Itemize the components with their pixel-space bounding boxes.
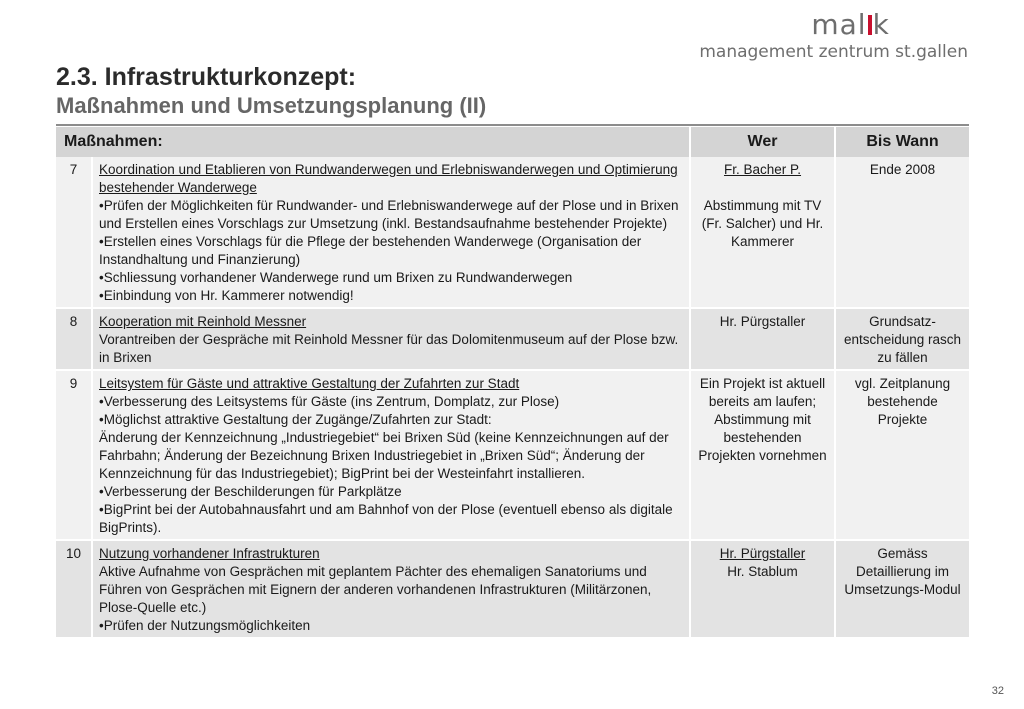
responsible-primary: Hr. Pürgstaller <box>719 546 806 561</box>
header-wer: Wer <box>690 127 835 157</box>
measure-cell <box>92 157 690 308</box>
measure-line: Vorantreiben der Gespräche mit Reinhold Messner für das Dolomitenmuseum auf der Plose bzw. in Brixen <box>99 332 679 365</box>
measure-heading: Kooperation mit Reinhold Messner <box>99 314 307 329</box>
header-massnahmen: Maßnahmen: <box>56 127 690 157</box>
page-number: 32 <box>991 685 1004 697</box>
table-header-row <box>56 127 969 157</box>
deadline-cell: vgl. Zeitplanung bestehende Projekte <box>835 370 969 540</box>
measure-line: •Möglichst attraktive Gestaltung der Zugänge/Zufahrten zur Stadt: <box>99 412 492 427</box>
page-title: 2.3. Infrastrukturkonzept: <box>56 63 357 91</box>
measure-line: •Prüfen der Möglichkeiten für Rundwander- und Erlebniswanderwege auf der Plose und in Brixen und Erstellen eines Vorschlags zur Umsetzung (inkl. Bestandsaufnahme bestehender Projekte) <box>99 198 679 231</box>
row-number: 10 <box>56 540 92 638</box>
measure-line: •Prüfen der Nutzungsmöglichkeiten <box>99 618 311 633</box>
table-row <box>56 157 969 308</box>
measure-cell <box>92 540 690 638</box>
measure-cell <box>92 308 690 370</box>
responsible-line: Hr. Stablum <box>727 564 798 579</box>
measure-line: •BigPrint bei der Autobahnausfahrt und am Bahnhof von der Plose (eventuell ebenso als digitale BigPrints). <box>99 502 673 535</box>
table-row <box>56 308 969 370</box>
logo-subtitle: management zentrum st.gallen <box>699 42 968 62</box>
page-subtitle: Maßnahmen und Umsetzungsplanung (II) <box>56 93 487 118</box>
responsible-primary: Fr. Bacher P. <box>723 162 802 177</box>
measure-line: Änderung der Kennzeichnung „Industriegebiet“ bei Brixen Süd (keine Kennzeichnungen auf der Fahrbahn; Änderung der Bezeichnung Brixen Industriegebiet in „Brixen Süd“; Änderung der Kennzeichnung für das Industriegebiet); BigPrint bei der Westeinfahrt installieren. <box>99 430 669 481</box>
responsible-cell <box>690 308 835 370</box>
logo-wordmark: mal k <box>811 8 890 41</box>
responsible-line: Abstimmung mit TV (Fr. Salcher) und Hr. Kammerer <box>701 198 824 249</box>
measure-heading: Koordination und Etablieren von Rundwanderwegen und Erlebniswanderwegen und Optimierung bestehender Wanderwege <box>99 162 678 195</box>
responsible-spacer <box>697 179 828 197</box>
table-row <box>56 540 969 638</box>
table-top-rule <box>56 124 969 126</box>
measures-table <box>56 127 969 639</box>
table-row <box>56 370 969 540</box>
malik-logo <box>699 10 968 62</box>
deadline-cell: Gemäss Detaillierung im Umsetzungs-Modul <box>835 540 969 638</box>
measure-line: •Verbesserung der Beschilderungen für Parkplätze <box>99 484 402 499</box>
deadline-cell: Grundsatz-entscheidung rasch zu fällen <box>835 308 969 370</box>
measure-line: •Erstellen eines Vorschlags für die Pflege der bestehenden Wanderwege (Organisation der Instandhaltung und Finanzierung) <box>99 234 642 267</box>
logo-red-bar <box>868 15 872 35</box>
measure-line: •Schliessung vorhandener Wanderwege rund um Brixen zu Rundwanderwegen <box>99 270 573 285</box>
measure-heading: Leitsystem für Gäste und attraktive Gestaltung der Zufahrten zur Stadt <box>99 376 520 391</box>
responsible-cell <box>690 370 835 540</box>
deadline-cell: Ende 2008 <box>835 157 969 308</box>
measure-heading: Nutzung vorhandener Infrastrukturen <box>99 546 320 561</box>
responsible-line: Ein Projekt ist aktuell bereits am laufen; Abstimmung mit bestehenden Projekten vornehmen <box>698 376 827 463</box>
row-number: 7 <box>56 157 92 308</box>
row-number: 9 <box>56 370 92 540</box>
header-bis-wann: Bis Wann <box>835 127 969 157</box>
responsible-line: Hr. Pürgstaller <box>719 314 806 329</box>
measure-line: •Verbesserung des Leitsystems für Gäste (ins Zentrum, Domplatz, zur Plose) <box>99 394 560 409</box>
measure-cell <box>92 370 690 540</box>
measure-line: Aktive Aufnahme von Gesprächen mit geplantem Pächter des ehemaligen Sanatoriums und Führen von Gesprächen mit Eignern der anderen vorhandenen Infrastrukturen (Militärzonen, Plose-Quelle etc.) <box>99 564 652 615</box>
measure-line: •Einbindung von Hr. Kammerer notwendig! <box>99 288 354 303</box>
responsible-cell <box>690 540 835 638</box>
row-number: 8 <box>56 308 92 370</box>
responsible-cell <box>690 157 835 308</box>
